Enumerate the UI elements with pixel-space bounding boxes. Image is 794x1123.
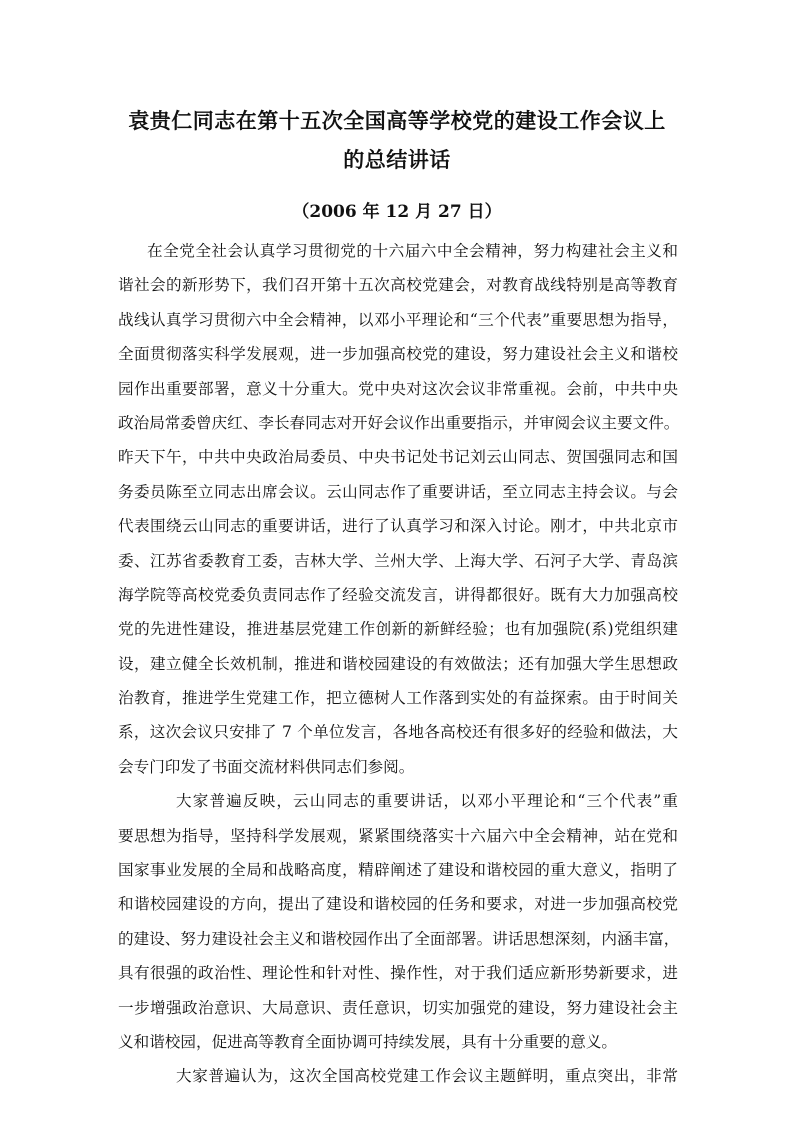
body-line: 国家事业发展的全局和战略高度，精辟阐述了建设和谐校园的重大意义，指明了 [118,861,678,880]
body-line: 设，建立健全长效机制，推进和谐校园建设的有效做法；还有加强大学生思想政 [118,654,678,673]
body-line: 系，这次会议只安排了 7 个单位发言，各地各高校还有很多好的经验和做法，大 [118,723,678,742]
body-line: 大家普遍反映，云山同志的重要讲话，以邓小平理论和“三个代表”重 [176,792,678,811]
body-line: 政治局常委曾庆红、李长春同志对开好会议作出重要指示，并审阅会议主要文件。 [118,413,680,432]
body-line: 务委员陈至立同志出席会议。云山同志作了重要讲话，至立同志主持会议。与会 [118,482,678,501]
body-line: 要思想为指导，坚持科学发展观，紧紧围绕落实十六届六中全会精神，站在党和 [118,826,678,845]
body-line: 昨天下午，中共中央政治局委员、中央书记处书记刘云山同志、贺国强同志和国 [118,448,678,467]
body-line: 园作出重要部署，意义十分重大。党中央对这次会议非常重视。会前，中共中央 [118,379,678,398]
body-line: 会专门印发了书面交流材料供同志们参阅。 [118,757,415,776]
document-body [118,234,678,1094]
document-title-line-1: 袁贵仁同志在第十五次全国高等学校党的建设工作会议上 [128,108,666,133]
body-line: 和谐校园建设的方向，提出了建设和谐校园的任务和要求，对进一步加强高校党 [118,895,678,914]
body-line: 战线认真学习贯彻六中全会精神，以邓小平理论和“三个代表”重要思想为指导， [118,310,678,329]
body-line: 大家普遍认为，这次全国高校党建工作会议主题鲜明，重点突出，非常 [176,1067,678,1086]
body-line: 一步增强政治意识、大局意识、责任意识，切实加强党的建设，努力建设社会主 [118,998,678,1017]
body-line: 治教育，推进学生党建工作，把立德树人工作落到实处的有益探索。由于时间关 [118,689,678,708]
body-line: 义和谐校园，促进高等教育全面协调可持续发展，具有十分重要的意义。 [118,1032,618,1051]
body-line: 具有很强的政治性、理论性和针对性、操作性，对于我们适应新形势新要求，进 [118,964,678,983]
body-line: 党的先进性建设，推进基层党建工作创新的新鲜经验；也有加强院(系)党组织建 [118,620,678,639]
body-line: 在全党全社会认真学习贯彻党的十六届六中全会精神，努力构建社会主义和 [147,242,678,260]
body-line: 代表围绕云山同志的重要讲话，进行了认真学习和深入讨论。刚才，中共北京市 [118,517,678,536]
body-line: 海学院等高校党委负责同志作了经验交流发言，讲得都很好。既有大力加强高校 [118,585,678,604]
body-line: 谐社会的新形势下，我们召开第十五次高校党建会，对教育战线特别是高等教育 [118,276,678,295]
document-title-line-2: 的总结讲话 [343,147,451,172]
document-date: （2006 年 12 月 27 日） [292,202,502,222]
body-line: 的建设、努力建设社会主义和谐校园作出了全面部署。讲话思想深刻，内涵丰富， [118,929,680,948]
body-line: 委、江苏省委教育工委，吉林大学、兰州大学、上海大学、石河子大学、青岛滨 [118,551,678,570]
body-line: 全面贯彻落实科学发展观，进一步加强高校党的建设，努力建设社会主义和谐校 [118,345,678,364]
